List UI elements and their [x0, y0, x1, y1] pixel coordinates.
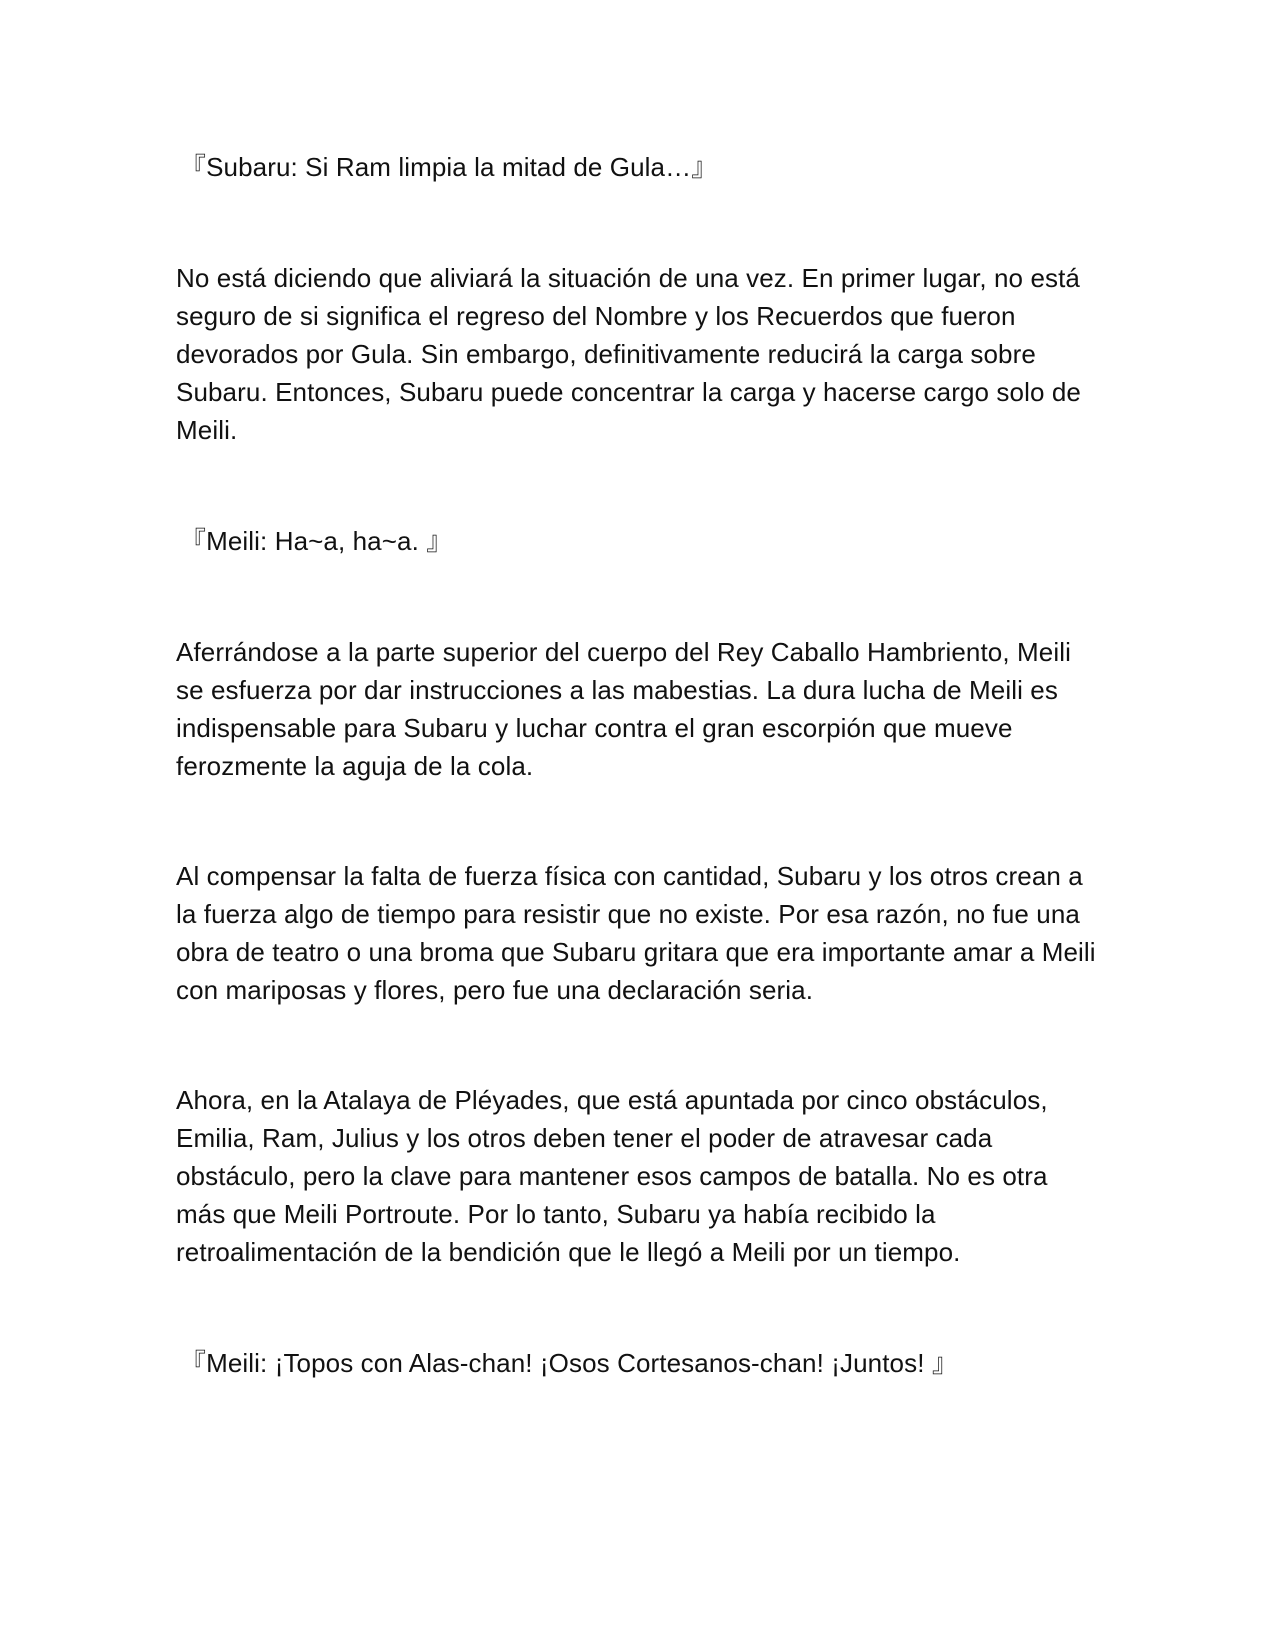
- dialogue-line-subaru: 『Subaru: Si Ram limpia la mitad de Gula…』: [180, 152, 718, 182]
- paragraph-4: Ahora, en la Atalaya de Pléyades, que está apuntada por cinco obstáculos, Emilia, Ram, Julius y los otros deben tener el poder de atravesar cada obstáculo, pero la clave para mantener esos campos de batalla. No es otra más que Meili Portroute. Por lo tanto, Subaru ya había recibido la retroalimentación de la bendición que le llegó a Meili por un tiempo.: [176, 1085, 1048, 1267]
- paragraph-3: Al compensar la falta de fuerza física con cantidad, Subaru y los otros crean a la fuerza algo de tiempo para resistir que no existe. Por esa razón, no fue una obra de teatro o una broma que Subaru gritara que era importante amar a Meili con mariposas y flores, pero fue una declaración seria.: [176, 861, 1096, 1005]
- dialogue-line-meili-1: 『Meili: Ha~a, ha~a. 』: [180, 526, 453, 556]
- paragraph-2: Aferrándose a la parte superior del cuerpo del Rey Caballo Hambriento, Meili se esfuerza por dar instrucciones a las mabestias. La dura lucha de Meili es indispensable para Subaru y luchar contra el gran escorpión que mueve ferozmente la aguja de la cola.: [176, 637, 1071, 781]
- paragraph-1: No está diciendo que aliviará la situación de una vez. En primer lugar, no está seguro de si significa el regreso del Nombre y los Recuerdos que fueron devorados por Gula. Sin embargo, definitivamente reducirá la carga sobre Subaru. Entonces, Subaru puede concentrar la carga y hacerse cargo solo de Meili.: [176, 263, 1081, 445]
- dialogue-line-meili-2: 『Meili: ¡Topos con Alas-chan! ¡Osos Cortesanos-chan! ¡Juntos! 』: [180, 1348, 958, 1378]
